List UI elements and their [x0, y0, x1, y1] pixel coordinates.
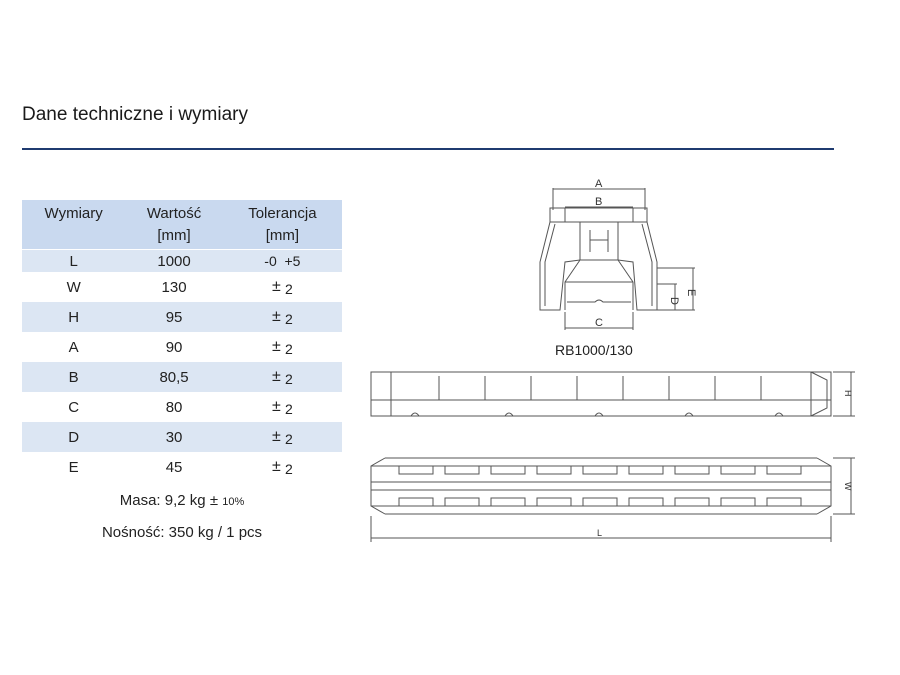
top-view [371, 458, 855, 542]
cell-value: 45 [125, 452, 222, 482]
cell-tolerance: ± 2 [223, 392, 342, 422]
dim-label-h: H [843, 390, 853, 397]
cell-value: 90 [125, 332, 222, 362]
table-row [22, 332, 342, 362]
mass-info [22, 492, 342, 509]
column-header-tolerance: Tolerancja [mm] [223, 200, 342, 250]
mass-tolerance-sign: ± [209, 492, 219, 509]
column-header-dimension: Wymiary [22, 200, 125, 250]
cell-tolerance: ± 2 [223, 332, 342, 362]
mass-tolerance: 10% [222, 496, 245, 508]
table-row [22, 452, 342, 482]
cell-tolerance: ± 2 [223, 422, 342, 452]
model-label: RB1000/130 [555, 342, 633, 358]
dim-label-a: A [595, 178, 603, 190]
cross-section-view [540, 188, 695, 330]
mass-label: Masa: 9,2 kg [119, 492, 206, 509]
dim-label-e: E [685, 289, 697, 297]
cell-value: 80 [125, 392, 222, 422]
cell-value: 80,5 [125, 362, 222, 392]
cell-dimension: A [22, 332, 125, 362]
dim-label-c: C [595, 317, 603, 329]
table-row [22, 272, 342, 302]
cell-tolerance: -0 +5 [223, 250, 342, 273]
cell-dimension: W [22, 272, 125, 302]
dim-label-b: B [595, 196, 603, 208]
cell-value: 130 [125, 272, 222, 302]
cell-value: 1000 [125, 250, 222, 273]
dim-label-d: D [668, 297, 680, 305]
cell-dimension: H [22, 302, 125, 332]
dim-label-w: W [843, 482, 853, 491]
dimensions-table [22, 200, 342, 482]
cell-dimension: B [22, 362, 125, 392]
table-row [22, 392, 342, 422]
table-row [22, 250, 342, 273]
table-row [22, 302, 342, 332]
table-header-row [22, 200, 342, 250]
dim-label-l: L [597, 528, 603, 538]
page-title: Dane techniczne i wymiary [22, 104, 248, 125]
table-row [22, 362, 342, 392]
cell-dimension: E [22, 452, 125, 482]
title-divider [22, 148, 834, 150]
table-row [22, 422, 342, 452]
cell-dimension: C [22, 392, 125, 422]
cell-tolerance: ± 2 [223, 302, 342, 332]
cell-dimension: D [22, 422, 125, 452]
cell-tolerance: ± 2 [223, 272, 342, 302]
side-view [371, 372, 855, 416]
column-header-value: Wartość [mm] [125, 200, 222, 250]
cell-value: 30 [125, 422, 222, 452]
cell-value: 95 [125, 302, 222, 332]
load-capacity: Nośność: 350 kg / 1 pcs [101, 524, 263, 541]
cell-tolerance: ± 2 [223, 452, 342, 482]
cell-tolerance: ± 2 [223, 362, 342, 392]
technical-drawing [355, 170, 865, 550]
cell-dimension: L [22, 250, 125, 273]
